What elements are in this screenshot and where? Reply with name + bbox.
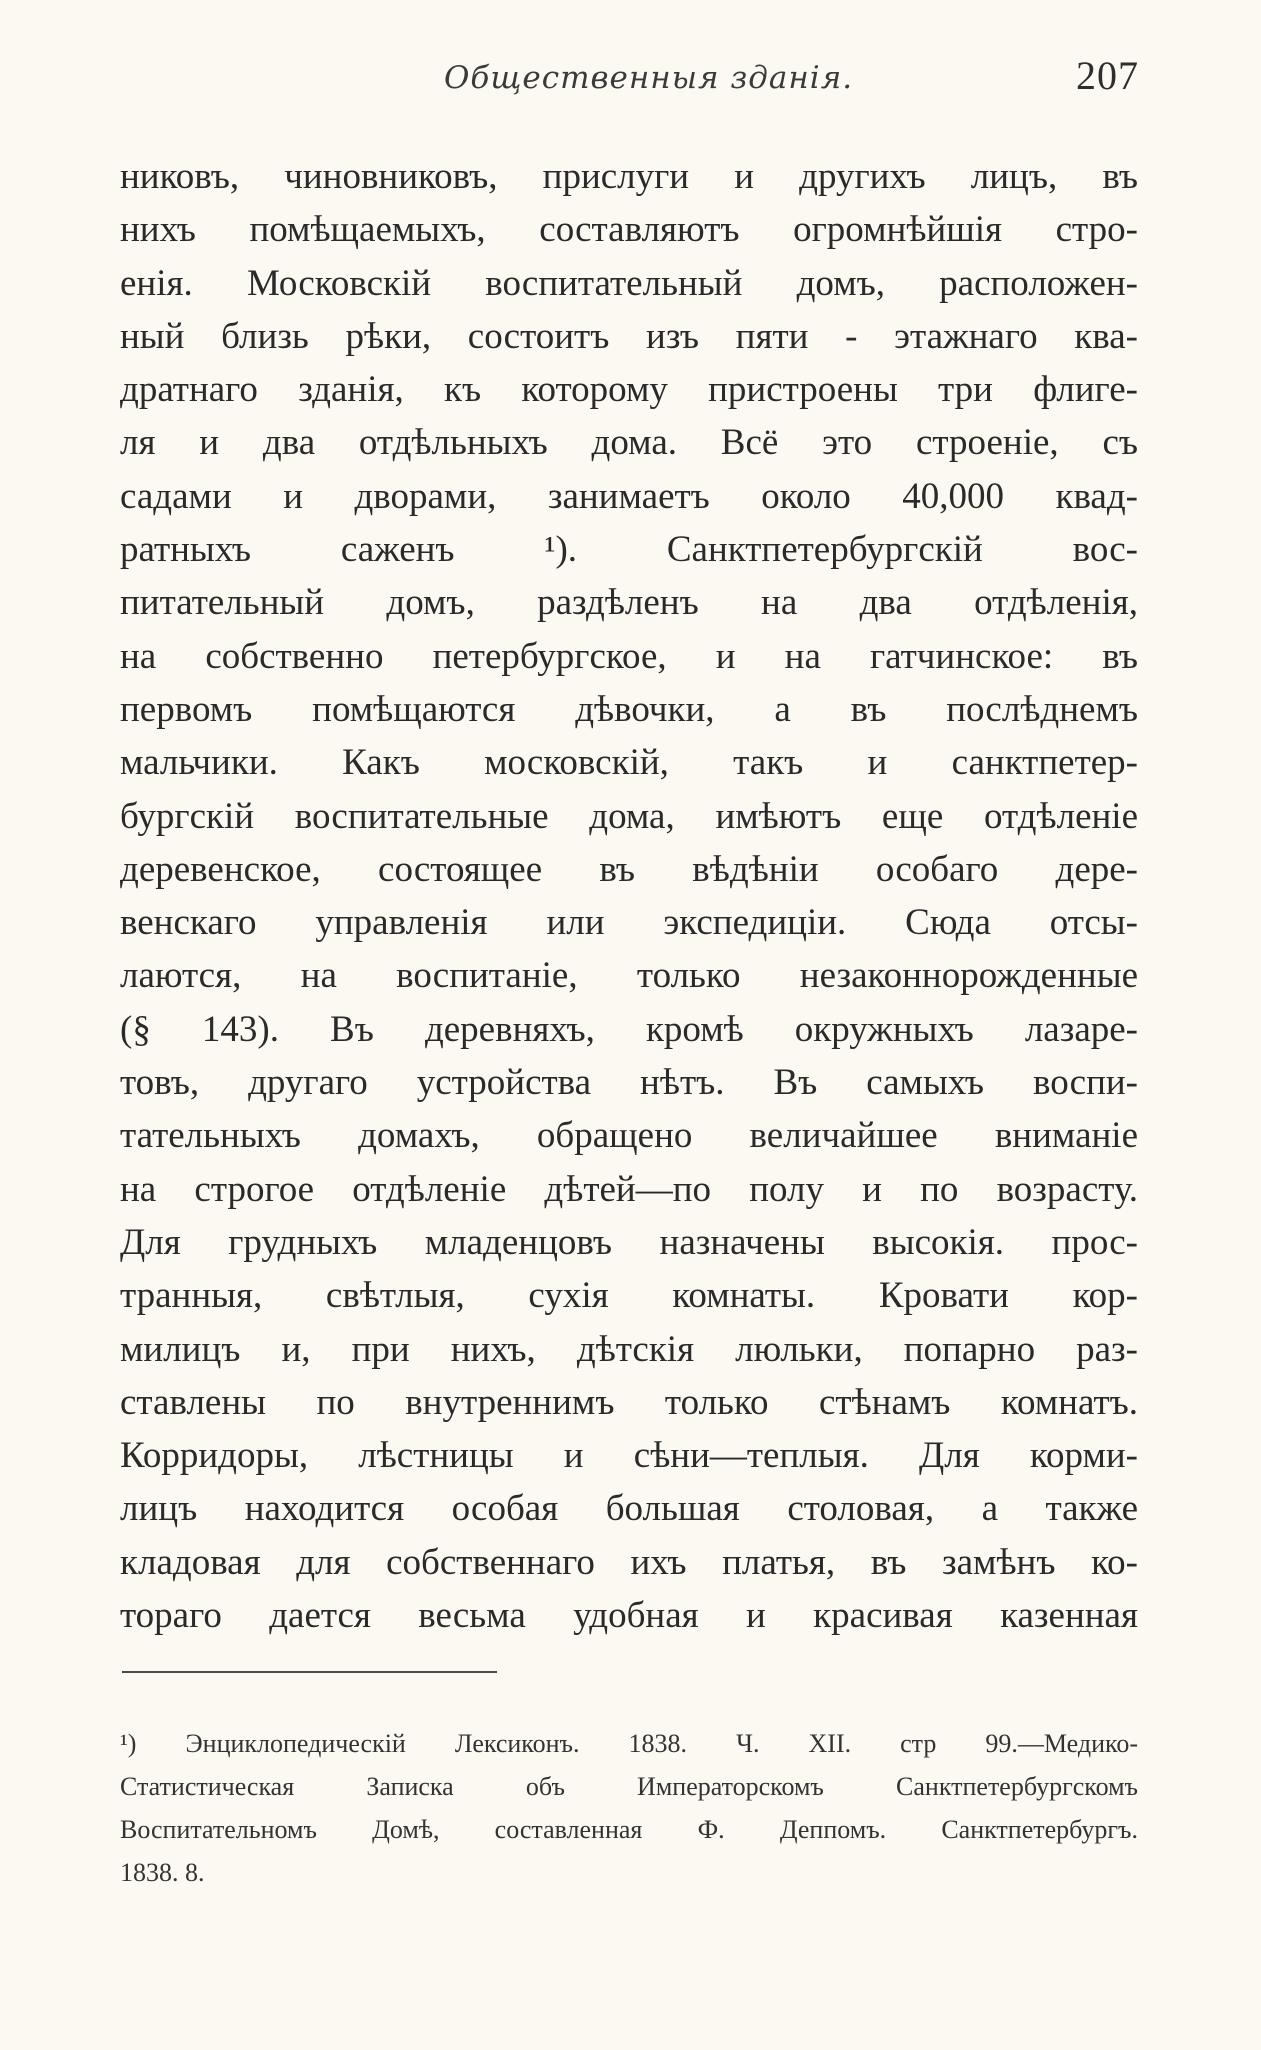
footnote-line: ¹) Энциклопедическій Лексиконъ. 1838. Ч. XII. стр 99.—Медико-	[120, 1729, 1138, 1758]
text-line: ный близь рѣки, состоитъ изъ пяти - этажнаго ква-	[120, 315, 1138, 357]
text-line: тательныхъ домахъ, обращено величайшее вниманіе	[120, 1115, 1138, 1157]
footnote-line: 1838. 8.	[120, 1858, 205, 1887]
text-line: венскаго управленія или экспедиціи. Сюда отсы-	[120, 902, 1138, 944]
text-line: ставлены по внутреннимъ только стѣнамъ комнатъ.	[120, 1381, 1138, 1423]
text-line: дратнаго зданія, къ которому пристроены три флиге-	[120, 369, 1138, 411]
text-line: лаются, на воспитаніе, только незаконнорожденные	[120, 955, 1138, 997]
text-line: деревенское, состоящее въ вѣдѣніи особаго дере-	[120, 848, 1138, 890]
text-line: нихъ помѣщаемыхъ, составляютъ огромнѣйшія стро-	[120, 209, 1138, 251]
running-head: Общественныя зданія.	[444, 60, 854, 96]
text-line: садами и дворами, занимаетъ около 40,000 квад-	[120, 475, 1138, 517]
text-line: транныя, свѣтлыя, сухія комнаты. Кровати кор-	[120, 1275, 1138, 1317]
text-line: милицъ и, при нихъ, дѣтскія люльки, попарно раз-	[120, 1328, 1138, 1370]
text-line: ратныхъ саженъ ¹). Санктпетербургскій вос-	[120, 529, 1138, 571]
text-line: мальчики. Какъ московскій, такъ и санктпетер-	[120, 742, 1138, 784]
page-number: 207	[1076, 53, 1139, 98]
text-line: на строгое отдѣленіе дѣтей—по полу и по возрасту.	[120, 1168, 1138, 1210]
footnote	[120, 1722, 1138, 1894]
footnote-line: Статистическая Записка объ Императорскомъ Санктпетербургскомъ	[120, 1772, 1138, 1801]
text-line: (§ 143). Въ деревняхъ, кромѣ окружныхъ лазаре-	[120, 1008, 1138, 1050]
text-line: кладовая для собственнаго ихъ платья, въ замѣнъ ко-	[120, 1541, 1138, 1583]
body-text	[120, 150, 1138, 1642]
text-line: питательный домъ, раздѣленъ на два отдѣленія,	[120, 582, 1138, 624]
text-line: лицъ находится особая большая столовая, а также	[120, 1488, 1138, 1530]
text-line: Для грудныхъ младенцовъ назначены высокія. прос-	[120, 1221, 1138, 1263]
footnote-line: Воспитательномъ Домѣ, составленная Ф. Деппомъ. Санктпетербургъ.	[120, 1815, 1138, 1844]
text-line: ля и два отдѣльныхъ дома. Всё это строеніе, съ	[120, 422, 1138, 464]
text-line: Корридоры, лѣстницы и сѣни—теплыя. Для корми-	[120, 1435, 1138, 1477]
text-line: на собственно петербургское, и на гатчинское: въ	[120, 635, 1138, 677]
footnote-rule	[122, 1671, 497, 1673]
text-line: енія. Московскій воспитательный домъ, расположен-	[120, 262, 1138, 304]
text-line: никовъ, чиновниковъ, прислуги и другихъ лицъ, въ	[120, 156, 1138, 197]
text-line: тораго дается весьма удобная и красивая казенная	[120, 1595, 1138, 1637]
text-line: первомъ помѣщаются дѣвочки, а въ послѣднемъ	[120, 688, 1138, 730]
text-line: товъ, другаго устройства нѣтъ. Въ самыхъ воспи-	[120, 1062, 1138, 1104]
text-line: бургскій воспитательные дома, имѣютъ еще отдѣленіе	[120, 795, 1138, 837]
